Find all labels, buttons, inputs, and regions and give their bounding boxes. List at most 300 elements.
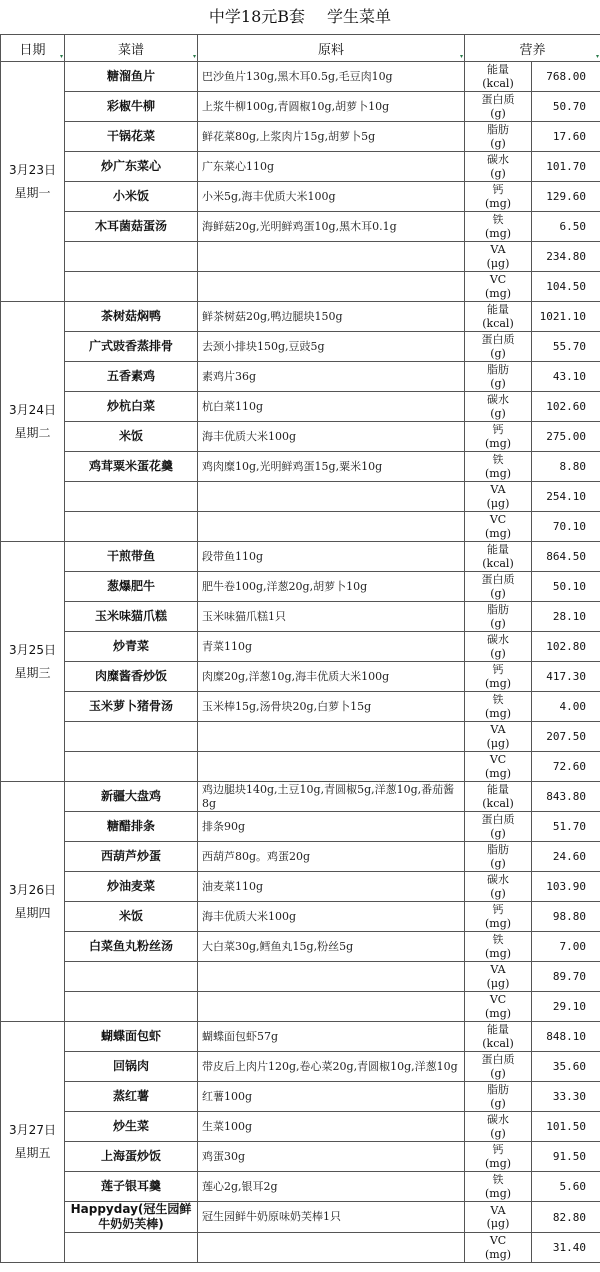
ingredient-cell[interactable]: 西葫芦80g。鸡蛋20g [198,842,465,872]
nutrient-label[interactable] [465,872,532,902]
nutrient-name: 碳水 [487,393,509,407]
nutrient-value[interactable]: 55.70 [532,332,600,362]
nutrient-value[interactable]: 1021.10 [532,302,600,332]
table-row [1,332,600,362]
dish-name[interactable]: 回锅肉 [65,1052,198,1082]
nutrient-name: 铁 [492,213,504,227]
nutrient-unit: (g) [490,886,506,900]
table-row [1,1142,600,1172]
nutrient-value[interactable]: 864.50 [532,542,600,572]
dish-name[interactable]: 鸡茸粟米蛋花羹 [65,452,198,482]
nutrient-unit: (g) [490,106,506,120]
filter-icon[interactable]: ▾ [596,53,600,60]
ingredient-cell[interactable]: 素鸡片36g [198,362,465,392]
ingredient-cell[interactable]: 肉糜20g,洋葱10g,海丰优质大米100g [198,662,465,692]
nutrient-unit: (mg) [484,766,512,780]
nutrient-unit: (mg) [484,1006,512,1020]
ingredient-cell[interactable]: 冠生园鲜牛奶原味奶芙棒1只 [198,1202,465,1233]
table-row [1,542,600,572]
nutrient-unit: (mg) [484,436,512,450]
ingredient-cell[interactable] [198,722,465,752]
dish-name[interactable]: 干锅花菜 [65,122,198,152]
nutrient-unit: (g) [490,856,506,870]
weekday-label: 星期三 [14,665,51,680]
dish-name[interactable] [65,1233,198,1263]
nutrient-label[interactable] [465,482,532,512]
nutrient-unit: (mg) [484,1156,512,1170]
ingredient-cell[interactable]: 去颈小排块150g,豆豉5g [198,332,465,362]
nutrient-name: VC [489,1234,507,1248]
nutrient-unit: (mg) [484,286,512,300]
table-row [1,872,600,902]
nutrient-label[interactable] [465,182,532,212]
nutrient-value[interactable]: 82.80 [532,1202,600,1233]
ingredient-cell[interactable]: 肥牛卷100g,洋葱20g,胡萝卜10g [198,572,465,602]
weekday-label: 星期二 [14,425,51,440]
nutrient-value[interactable]: 50.10 [532,572,600,602]
nutrient-label[interactable] [465,992,532,1022]
dish-name[interactable] [65,482,198,512]
nutrient-value[interactable]: 89.70 [532,962,600,992]
ingredient-cell[interactable]: 广东菜心110g [198,152,465,182]
dish-name[interactable]: 米饭 [65,422,198,452]
ingredient-cell[interactable] [198,512,465,542]
nutrient-value[interactable]: 275.00 [532,422,600,452]
ingredient-cell[interactable]: 段带鱼110g [198,542,465,572]
nutrient-name: 碳水 [487,873,509,887]
table-row [1,62,600,92]
ingredient-cell[interactable]: 红薯100g [198,1082,465,1112]
dish-name[interactable]: 炒杭白菜 [65,392,198,422]
table-row [1,1112,600,1142]
nutrient-label[interactable] [465,602,532,632]
nutrient-value[interactable]: 848.10 [532,1022,600,1052]
table-row [1,812,600,842]
date-label: 3月27日 [9,1123,56,1138]
nutrient-unit: (mg) [484,226,512,240]
nutrient-unit: (mg) [484,1186,512,1200]
nutrient-name: 蛋白质 [481,573,515,587]
table-row [1,1052,600,1082]
nutrient-unit: (mg) [484,946,512,960]
nutrient-unit: (g) [490,406,506,420]
nutrient-name: 脂肪 [487,843,509,857]
date-label: 3月25日 [9,642,56,657]
dish-name[interactable] [65,752,198,782]
filter-icon[interactable]: ▾ [192,53,196,60]
nutrient-name: 脂肪 [487,363,509,377]
dish-name[interactable] [65,242,198,272]
filter-icon[interactable]: ▾ [59,53,63,60]
nutrient-label[interactable] [465,902,532,932]
nutrient-unit: (g) [490,826,506,840]
nutrient-value[interactable]: 417.30 [532,662,600,692]
nutrient-label[interactable] [465,272,532,302]
ingredient-cell[interactable]: 鲜花菜80g,上浆肉片15g,胡萝卜5g [198,122,465,152]
ingredient-cell[interactable] [198,242,465,272]
nutrient-name: 脂肪 [487,123,509,137]
nutrient-name: 能量 [487,63,509,77]
nutrient-unit: (g) [490,346,506,360]
nutrient-name: 脂肪 [487,1083,509,1097]
nutrient-label[interactable] [465,392,532,422]
ingredient-cell[interactable]: 杭白菜110g [198,392,465,422]
ingredient-cell[interactable]: 蝴蝶面包虾57g [198,1022,465,1052]
nutrient-label[interactable] [465,122,532,152]
table-row [1,272,600,302]
dish-name[interactable]: 糖醋排条 [65,812,198,842]
ingredient-cell[interactable]: 大白菜30g,鳕鱼丸15g,粉丝5g [198,932,465,962]
date-cell[interactable] [1,782,65,1022]
nutrient-name: 能量 [487,1023,509,1037]
table-row [1,302,600,332]
dish-name[interactable]: 莲子银耳羹 [65,1172,198,1202]
dish-name[interactable]: 干煎带鱼 [65,542,198,572]
table-row [1,1082,600,1112]
ingredient-cell[interactable]: 带皮后上肉片120g,卷心菜20g,青圆椒10g,洋葱10g [198,1052,465,1082]
nutrient-name: VC [489,273,507,287]
nutrient-unit: (μg) [486,256,510,270]
dish-name[interactable]: 蒸红薯 [65,1082,198,1112]
date-cell[interactable] [1,302,65,542]
table-row [1,692,600,722]
dish-name[interactable]: 五香素鸡 [65,362,198,392]
nutrient-value[interactable]: 31.40 [532,1233,600,1263]
ingredient-cell[interactable] [198,272,465,302]
nutrient-unit: (kcal) [482,76,514,90]
nutrient-value[interactable]: 28.10 [532,602,600,632]
date-cell[interactable] [1,1022,65,1263]
nutrient-value[interactable]: 17.60 [532,122,600,152]
table-row [1,392,600,422]
dish-name[interactable]: 蝴蝶面包虾 [65,1022,198,1052]
ingredient-cell[interactable]: 上浆牛柳100g,青圆椒10g,胡萝卜10g [198,92,465,122]
table-row [1,242,600,272]
nutrient-value[interactable]: 7.00 [532,932,600,962]
ingredient-cell[interactable] [198,482,465,512]
nutrient-unit: (mg) [484,1247,512,1261]
nutrient-unit: (kcal) [482,1036,514,1050]
nutrient-label[interactable] [465,212,532,242]
nutrient-value[interactable]: 101.50 [532,1112,600,1142]
nutrient-label[interactable] [465,302,532,332]
nutrient-unit: (kcal) [482,316,514,330]
table-row [1,362,600,392]
nutrient-value[interactable]: 72.60 [532,752,600,782]
nutrient-value[interactable]: 102.60 [532,392,600,422]
dish-name[interactable]: 木耳菌菇蛋汤 [65,212,198,242]
dish-name[interactable]: 炒广东菜心 [65,152,198,182]
nutrient-unit: (g) [490,646,506,660]
nutrient-name: 碳水 [487,633,509,647]
nutrient-label[interactable] [465,62,532,92]
ingredient-cell[interactable]: 海鲜菇20g,光明鲜鸡蛋10g,黑木耳0.1g [198,212,465,242]
dish-name[interactable]: 玉米味猫爪糕 [65,602,198,632]
ingredient-cell[interactable]: 巴沙鱼片130g,黑木耳0.5g,毛豆肉10g [198,62,465,92]
nutrient-value[interactable]: 4.00 [532,692,600,722]
ingredient-cell[interactable] [198,1233,465,1263]
table-row [1,182,600,212]
nutrient-label[interactable] [465,422,532,452]
dish-name[interactable]: 葱爆肥牛 [65,572,198,602]
dish-name[interactable]: 白菜鱼丸粉丝汤 [65,932,198,962]
nutrient-label[interactable] [465,572,532,602]
dish-name[interactable] [65,272,198,302]
ingredient-cell[interactable]: 小米5g,海丰优质大米100g [198,182,465,212]
nutrient-name: 铁 [492,1173,504,1187]
nutrient-unit: (μg) [486,976,510,990]
dish-name[interactable]: 肉糜酱香炒饭 [65,662,198,692]
title-left: 中学18元B套 [208,7,306,26]
nutrient-unit: (g) [490,376,506,390]
table-row [1,572,600,602]
nutrient-unit: (g) [490,616,506,630]
dish-name[interactable] [65,512,198,542]
dish-name[interactable] [65,992,198,1022]
nutrient-value[interactable]: 768.00 [532,62,600,92]
ingredient-cell[interactable]: 油麦菜110g [198,872,465,902]
nutrient-value[interactable]: 33.30 [532,1082,600,1112]
table-row [1,122,600,152]
nutrient-name: 铁 [492,933,504,947]
nutrient-value[interactable]: 5.60 [532,1172,600,1202]
nutrient-name: 能量 [487,543,509,557]
table-row [1,512,600,542]
ingredient-cell[interactable] [198,992,465,1022]
ingredient-cell[interactable]: 青菜110g [198,632,465,662]
nutrient-value[interactable]: 234.80 [532,242,600,272]
nutrient-name: 蛋白质 [481,333,515,347]
table-row [1,1202,600,1233]
nutrient-label[interactable] [465,692,532,722]
nutrient-label[interactable] [465,92,532,122]
nutrient-value[interactable]: 24.60 [532,842,600,872]
nutrient-label[interactable] [465,782,532,812]
nutrient-value[interactable]: 102.80 [532,632,600,662]
table-row [1,1233,600,1263]
header-ingredients[interactable]: 原料 ▾ [198,35,465,62]
dish-name[interactable]: 炒生菜 [65,1112,198,1142]
nutrient-label[interactable] [465,1142,532,1172]
ingredient-cell[interactable] [198,752,465,782]
nutrient-label[interactable] [465,932,532,962]
nutrient-unit: (g) [490,1066,506,1080]
nutrient-label[interactable] [465,542,532,572]
weekday-label: 星期一 [14,185,51,200]
header-row [1,35,600,62]
nutrient-label[interactable] [465,752,532,782]
dish-name[interactable] [65,962,198,992]
nutrient-name: 脂肪 [487,603,509,617]
dish-name[interactable] [65,722,198,752]
nutrient-value[interactable]: 98.80 [532,902,600,932]
nutrient-value[interactable]: 70.10 [532,512,600,542]
nutrient-name: 碳水 [487,1113,509,1127]
date-label: 3月23日 [9,162,56,177]
table-row [1,992,600,1022]
ingredient-cell[interactable]: 海丰优质大米100g [198,422,465,452]
table-row [1,92,600,122]
table-row [1,212,600,242]
nutrient-value[interactable]: 6.50 [532,212,600,242]
ingredient-cell[interactable]: 鲜茶树菇20g,鸭边腿块150g [198,302,465,332]
nutrient-label[interactable] [465,152,532,182]
nutrient-name: 能量 [487,783,509,797]
header-date[interactable]: 日期 ▾ [1,35,65,62]
nutrient-label[interactable] [465,1022,532,1052]
ingredient-cell[interactable]: 鸡蛋30g [198,1142,465,1172]
nutrient-label[interactable] [465,362,532,392]
table-row [1,932,600,962]
nutrient-label[interactable] [465,1172,532,1202]
dish-name[interactable]: 米饭 [65,902,198,932]
nutrient-value[interactable]: 207.50 [532,722,600,752]
nutrient-unit: (g) [490,586,506,600]
date-cell[interactable] [1,542,65,782]
menu-table [0,34,600,1263]
menu-body [1,62,600,1263]
ingredient-cell[interactable]: 鸡边腿块140g,土豆10g,青圆椒5g,洋葱10g,番茄酱8g [198,782,465,812]
ingredient-cell[interactable]: 玉米味猫爪糕1只 [198,602,465,632]
ingredient-cell[interactable]: 莲心2g,银耳2g [198,1172,465,1202]
dish-name[interactable]: Happyday(冠生园鲜牛奶奶芙棒) [65,1202,198,1233]
nutrient-label[interactable] [465,452,532,482]
ingredient-cell[interactable]: 排条90g [198,812,465,842]
table-row [1,782,600,812]
nutrient-value[interactable]: 50.70 [532,92,600,122]
nutrient-label[interactable] [465,662,532,692]
table-row [1,962,600,992]
page-title [0,0,600,34]
nutrient-unit: (μg) [486,496,510,510]
nutrient-label[interactable] [465,332,532,362]
nutrient-label[interactable] [465,1052,532,1082]
nutrient-unit: (mg) [484,916,512,930]
nutrient-unit: (mg) [484,526,512,540]
nutrient-name: VA [490,963,506,977]
nutrient-label[interactable] [465,1082,532,1112]
dish-name[interactable]: 广式豉香蒸排骨 [65,332,198,362]
nutrient-unit: (g) [490,1096,506,1110]
ingredient-cell[interactable]: 鸡肉糜10g,光明鲜鸡蛋15g,粟米10g [198,452,465,482]
dish-name[interactable]: 糖溜鱼片 [65,62,198,92]
filter-icon[interactable]: ▾ [459,53,463,60]
table-row [1,482,600,512]
dish-name[interactable]: 炒油麦菜 [65,872,198,902]
nutrient-label[interactable] [465,1112,532,1142]
nutrient-name: 能量 [487,303,509,317]
dish-name[interactable]: 新疆大盘鸡 [65,782,198,812]
nutrient-name: 钙 [492,903,504,917]
nutrient-label[interactable] [465,512,532,542]
header-nutrition[interactable]: 营养 ▾ [465,35,600,62]
nutrient-name: 钙 [492,183,504,197]
nutrient-name: 铁 [492,453,504,467]
nutrient-unit: (mg) [484,706,512,720]
dish-name[interactable]: 上海蛋炒饭 [65,1142,198,1172]
nutrient-value[interactable]: 29.10 [532,992,600,1022]
nutrient-value[interactable]: 91.50 [532,1142,600,1172]
nutrient-unit: (mg) [484,676,512,690]
ingredient-cell[interactable]: 玉米棒15g,汤骨块20g,白萝卜15g [198,692,465,722]
nutrient-name: VC [489,993,507,1007]
nutrient-value[interactable]: 35.60 [532,1052,600,1082]
nutrient-name: 铁 [492,693,504,707]
nutrient-value[interactable]: 129.60 [532,182,600,212]
nutrient-name: 钙 [492,1143,504,1157]
nutrient-label[interactable] [465,242,532,272]
nutrient-unit: (kcal) [482,796,514,810]
nutrient-label[interactable] [465,632,532,662]
table-row [1,662,600,692]
nutrient-label[interactable] [465,812,532,842]
nutrient-name: VA [490,1203,506,1217]
ingredient-cell[interactable]: 海丰优质大米100g [198,902,465,932]
dish-name[interactable]: 玉米萝卜猪骨汤 [65,692,198,722]
nutrient-label[interactable] [465,962,532,992]
header-menu[interactable]: 菜谱 ▾ [65,35,198,62]
date-label: 3月26日 [9,882,56,897]
nutrient-name: VC [489,513,507,527]
nutrient-value[interactable]: 103.90 [532,872,600,902]
table-row [1,152,600,182]
nutrient-unit: (g) [490,136,506,150]
ingredient-cell[interactable]: 生菜100g [198,1112,465,1142]
date-cell[interactable] [1,62,65,302]
nutrient-value[interactable]: 104.50 [532,272,600,302]
table-row [1,842,600,872]
nutrient-label[interactable] [465,722,532,752]
table-row [1,902,600,932]
nutrient-label[interactable] [465,1233,532,1263]
nutrient-label[interactable] [465,1202,532,1233]
table-row [1,452,600,482]
nutrient-value[interactable]: 843.80 [532,782,600,812]
table-row [1,722,600,752]
table-row [1,1022,600,1052]
dish-name[interactable]: 炒青菜 [65,632,198,662]
nutrient-value[interactable]: 254.10 [532,482,600,512]
nutrient-label[interactable] [465,842,532,872]
nutrient-name: 碳水 [487,153,509,167]
date-label: 3月24日 [9,402,56,417]
nutrient-value[interactable]: 101.70 [532,152,600,182]
nutrient-value[interactable]: 43.10 [532,362,600,392]
nutrient-name: VA [490,483,506,497]
dish-name[interactable]: 彩椒牛柳 [65,92,198,122]
nutrient-unit: (g) [490,166,506,180]
nutrient-name: 钙 [492,663,504,677]
dish-name[interactable]: 西葫芦炒蛋 [65,842,198,872]
nutrient-name: 蛋白质 [481,93,515,107]
nutrient-value[interactable]: 8.80 [532,452,600,482]
nutrient-unit: (g) [490,1126,506,1140]
nutrient-name: VC [489,753,507,767]
nutrient-unit: (kcal) [482,556,514,570]
table-row [1,602,600,632]
nutrient-unit: (μg) [486,1217,510,1230]
ingredient-cell[interactable] [198,962,465,992]
weekday-label: 星期四 [14,905,51,920]
dish-name[interactable]: 小米饭 [65,182,198,212]
table-row [1,752,600,782]
dish-name[interactable]: 茶树菇焖鸭 [65,302,198,332]
nutrient-unit: (μg) [486,736,510,750]
nutrient-unit: (mg) [484,466,512,480]
nutrient-name: 蛋白质 [481,813,515,827]
nutrient-name: 蛋白质 [481,1053,515,1067]
nutrient-value[interactable]: 51.70 [532,812,600,842]
